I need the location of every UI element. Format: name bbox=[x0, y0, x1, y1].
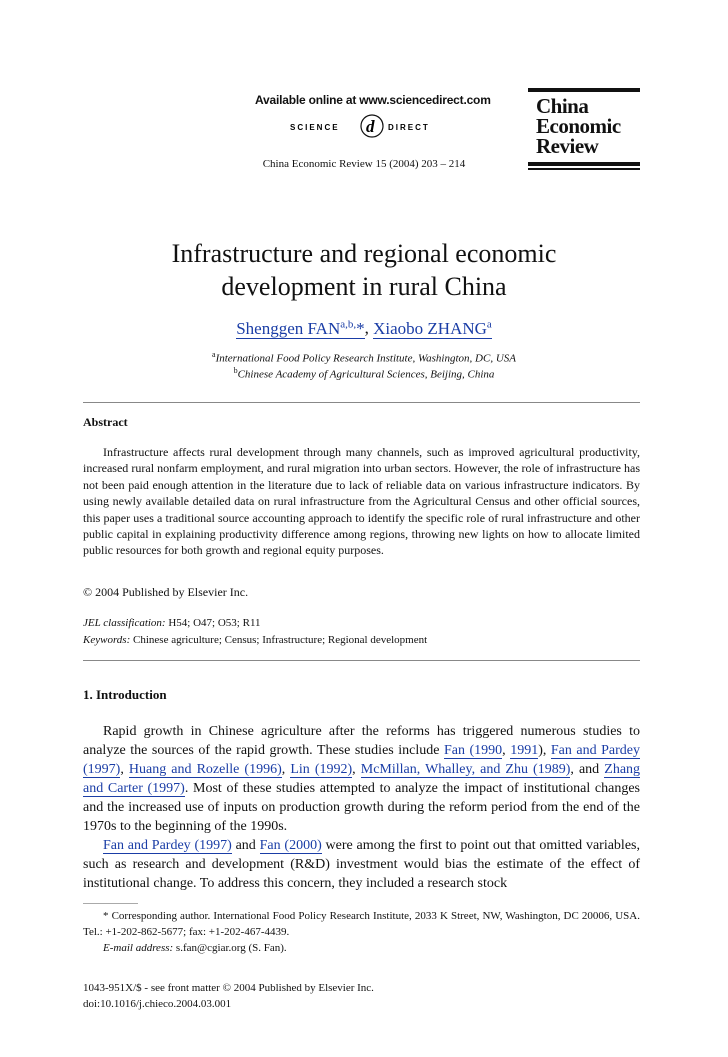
keywords bbox=[83, 634, 427, 646]
keywords-label: Keywords: bbox=[83, 634, 131, 646]
introduction-body bbox=[83, 722, 640, 893]
footnote-corresponding: * Corresponding author. International Food Policy Research Institute, 2033 K Street, NW, Washington, DC 20006, USA. Tel.: +1-202-862-5677; fax: +1-202-467-4439. bbox=[83, 910, 640, 938]
text-run: . Most of these studies attempted to analyze the impact of institutional changes and the increased use of inputs on production growth during the reform period from the end of the 1970s to the beginning of the 1990s. bbox=[83, 781, 640, 834]
journal-logo bbox=[528, 88, 640, 170]
text-run: , bbox=[352, 762, 361, 777]
email-value: s.fan@cgiar.org (S. Fan). bbox=[173, 942, 287, 954]
citation-link[interactable]: Zhang and Carter (1997) bbox=[83, 762, 641, 796]
author-fan-link[interactable] bbox=[236, 319, 364, 339]
article-title bbox=[0, 237, 728, 303]
front-matter bbox=[83, 980, 374, 1012]
divider bbox=[83, 402, 640, 403]
citation-link[interactable]: McMillan, Whalley, and Zhu (1989) bbox=[360, 762, 571, 777]
journal-logo-words bbox=[528, 92, 640, 160]
journal-logo-word: Review bbox=[536, 134, 599, 158]
keywords-value: Chinese agriculture; Census; Infrastructure; Regional development bbox=[130, 634, 428, 646]
text-run: ), bbox=[538, 743, 551, 758]
citation-link[interactable]: 1991 bbox=[510, 743, 539, 758]
author-zhang-link[interactable] bbox=[373, 319, 492, 339]
citation-link[interactable]: Fan and Pardey (1997) bbox=[103, 838, 232, 853]
footnote-rule bbox=[83, 903, 138, 904]
text-run: , bbox=[502, 743, 511, 758]
sciencedirect-logo-left: SCIENCE bbox=[290, 123, 340, 132]
journal-logo-word: Economic bbox=[536, 114, 621, 138]
title-line: development in rural China bbox=[221, 272, 507, 301]
author-separator: , bbox=[364, 318, 374, 338]
divider bbox=[83, 660, 640, 661]
affiliation-mark: b bbox=[233, 366, 238, 375]
jel-classification bbox=[83, 617, 261, 629]
doi-line: doi:10.1016/j.chieco.2004.03.001 bbox=[83, 998, 232, 1010]
abstract-body bbox=[83, 444, 640, 559]
sciencedirect-d-glyph: d bbox=[366, 117, 375, 136]
author-list bbox=[0, 318, 728, 339]
citation-link[interactable]: Fan (2000) bbox=[259, 838, 322, 853]
title-line: Infrastructure and regional economic bbox=[171, 239, 557, 268]
text-run: and bbox=[231, 838, 260, 853]
affiliation-text: Chinese Academy of Agricultural Sciences, Beijing, China bbox=[237, 368, 495, 381]
citation-link[interactable]: Huang and Rozelle (1996) bbox=[128, 762, 282, 777]
affiliation-marks: a bbox=[486, 318, 492, 330]
abstract-heading: Abstract bbox=[83, 415, 128, 429]
affiliation-b bbox=[0, 366, 728, 381]
journal-logo-word: China bbox=[536, 94, 589, 118]
affiliation-a bbox=[0, 350, 728, 365]
citation-link[interactable]: Fan (1990 bbox=[443, 743, 503, 758]
citation-link[interactable]: Lin (1992) bbox=[290, 762, 353, 777]
affiliation-text: International Food Policy Research Institute, Washington, DC, USA bbox=[215, 352, 516, 365]
text-run: were among the first to point out that omitted variables, such as research and development (R&D) investment would bias the estimate of the effect of institutional change. To address this concern, they included a research stock bbox=[83, 838, 640, 891]
intro-paragraph-1 bbox=[83, 722, 640, 836]
citation-link[interactable]: Fan and Pardey (1997) bbox=[83, 743, 640, 777]
author-name: Xiaobo ZHANG bbox=[373, 318, 487, 338]
corresponding-star: * bbox=[356, 318, 365, 338]
abstract-copyright: © 2004 Published by Elsevier Inc. bbox=[83, 585, 249, 599]
jel-label: JEL classification: bbox=[83, 617, 166, 629]
issn-line: 1043-951X/$ - see front matter © 2004 Published by Elsevier Inc. bbox=[83, 982, 374, 994]
affiliation-mark: a bbox=[212, 350, 216, 359]
journal-logo-bar-bottom-thin bbox=[528, 168, 640, 170]
intro-paragraph-2 bbox=[83, 836, 640, 893]
text-run: , bbox=[120, 762, 129, 777]
journal-logo-bar-bottom bbox=[528, 162, 640, 166]
text-run: , and bbox=[570, 762, 605, 777]
jel-value: H54; O47; O53; R11 bbox=[165, 617, 261, 629]
sciencedirect-availability: Available online at www.sciencedirect.com bbox=[255, 93, 491, 107]
email-label: E-mail address: bbox=[103, 942, 174, 954]
abstract-paragraph: Infrastructure affects rural development through many channels, such as improved agricultural productivity, increased rural nonfarm employment, and rural migration into urban sectors. However, the role of infrastructure has not been paid enough attention in the literature due to lack of reliable data on various infrastructure indicators. By using newly available detailed data on rural infrastructure from the Agricultural Census and other official sources, this paper uses a traditional source accounting approach to identify the specific role of rural infrastructure and other public capital in explaining productivity difference among regions, throwing new lights on how to allocate limited public resources for both growth and regional equity purposes. bbox=[83, 445, 640, 558]
affiliation-marks: a,b, bbox=[340, 318, 357, 330]
footnote bbox=[83, 908, 640, 956]
footnote-email bbox=[83, 940, 640, 956]
section-heading: 1. Introduction bbox=[83, 687, 167, 702]
sciencedirect-logo-right: DIRECT bbox=[388, 123, 430, 132]
sciencedirect-logo bbox=[290, 111, 470, 141]
author-name: Shenggen FAN bbox=[236, 318, 341, 338]
text-run: , bbox=[281, 762, 291, 777]
journal-citation: China Economic Review 15 (2004) 203 – 214 bbox=[262, 158, 466, 170]
text-run: Rapid growth in Chinese agriculture after the reforms has triggered numerous studies to analyze the sources of the rapid growth. These studies include bbox=[83, 724, 640, 758]
